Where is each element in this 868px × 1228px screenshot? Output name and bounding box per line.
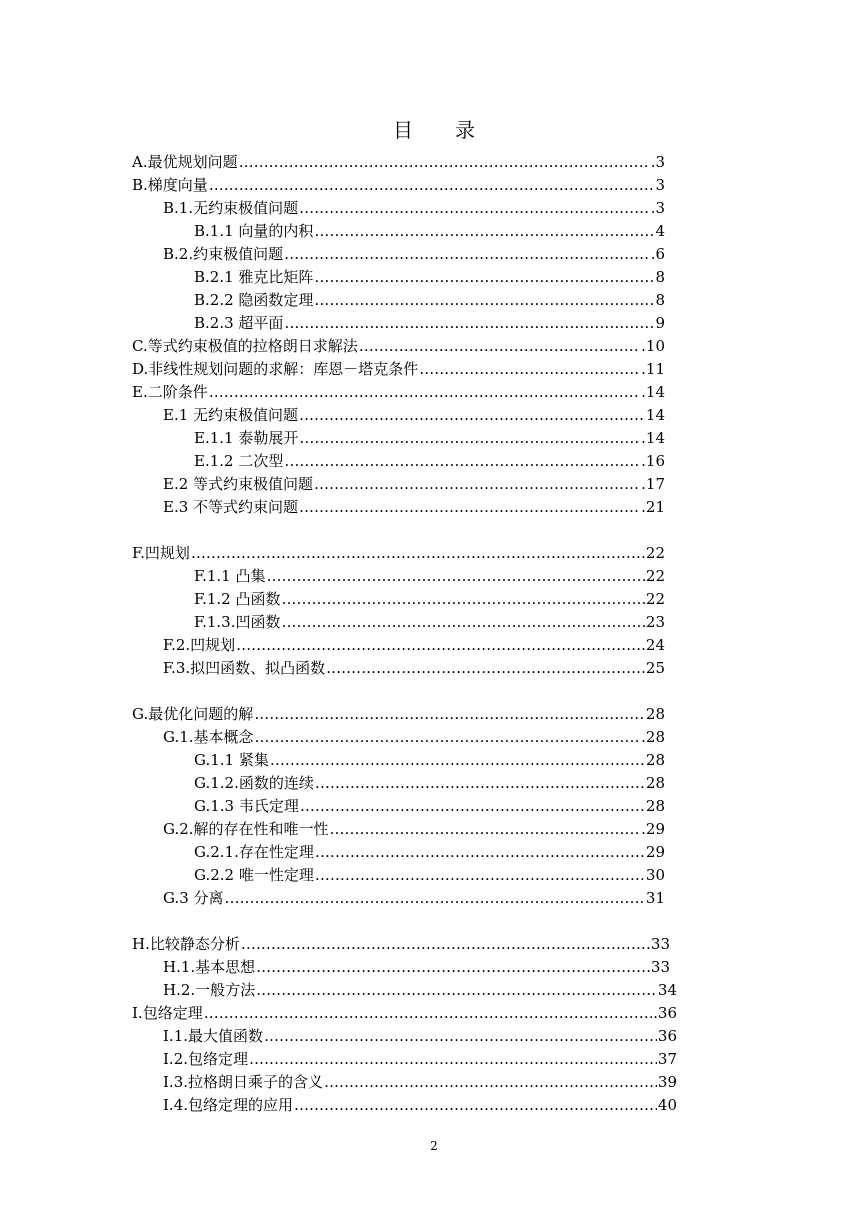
toc-entry-label: H.2.一般方法	[163, 981, 256, 999]
toc-leader	[256, 956, 650, 979]
toc-entry[interactable]	[194, 266, 665, 289]
toc-leader	[236, 634, 640, 657]
toc-leader	[270, 749, 645, 772]
toc-leader	[314, 473, 640, 496]
toc-entry-label: B.2.1 雅克比矩阵	[194, 268, 314, 286]
toc-entry[interactable]	[194, 450, 665, 473]
toc-entry[interactable]	[194, 864, 665, 887]
toc-entry-page: 39	[657, 1073, 677, 1091]
toc-leader	[241, 933, 650, 956]
page-number: 2	[430, 1139, 438, 1153]
toc-entry-label: B.2.约束极值问题	[163, 245, 284, 263]
toc-entry-label: E.1.2 二次型	[194, 452, 284, 470]
toc-leader	[299, 427, 640, 450]
toc-entry[interactable]	[163, 726, 665, 749]
toc-leader	[315, 841, 645, 864]
toc-entry-label: B.1.1 向量的内积	[194, 222, 314, 240]
toc-entry-label: E.1 无约束极值问题	[163, 406, 299, 424]
toc-entry[interactable]	[132, 174, 665, 197]
toc-entry-label: B.2.2 隐函数定理	[194, 291, 314, 309]
toc-entry-page: .25	[641, 659, 665, 677]
toc-entry-label: E.二阶条件	[132, 383, 208, 401]
toc-entry-label: B.2.3 超平面	[194, 314, 284, 332]
toc-entry-label: F.3.拟凹函数、拟凸函数	[163, 659, 326, 677]
toc-entry-label: I.3.拉格朗日乘子的含义	[163, 1073, 324, 1091]
toc-entry-label: B.1.无约束极值问题	[163, 199, 299, 217]
toc-leader	[294, 1094, 657, 1117]
toc-entry-label: I.4.包络定理的应用	[163, 1096, 294, 1114]
toc-entry-label: E.1.1 泰勒展开	[194, 429, 299, 447]
toc-leader	[264, 1025, 657, 1048]
toc-entry-label: G.2.2 唯一性定理	[194, 866, 314, 884]
toc-entry[interactable]	[194, 565, 665, 588]
toc-leader	[299, 404, 645, 427]
toc-entry-label: F.1.1 凸集	[194, 567, 266, 585]
toc-entry-label: F.凹规划	[132, 544, 190, 562]
toc-leader	[249, 1048, 657, 1071]
toc-entry[interactable]	[194, 289, 665, 312]
toc-entry-label: F.1.2 凸函数	[194, 590, 281, 608]
toc-leader	[314, 220, 654, 243]
toc-leader	[254, 703, 645, 726]
toc-entry[interactable]	[132, 381, 665, 404]
toc-leader	[284, 450, 640, 473]
toc-leader	[324, 1071, 657, 1094]
toc-entry-page: 3	[655, 176, 665, 194]
toc-entry-label: G.2.1.存在性定理	[194, 843, 314, 861]
toc-entry-page: 28	[645, 751, 665, 769]
toc-entry[interactable]	[163, 1094, 677, 1117]
toc-entry[interactable]	[163, 197, 665, 220]
toc-leader	[315, 772, 645, 795]
toc-entry[interactable]	[163, 1048, 677, 1071]
toc-entry-page: .36	[653, 1004, 677, 1022]
toc-leader	[315, 864, 645, 887]
toc-entry[interactable]	[163, 887, 665, 910]
toc-entry-page: 9	[655, 314, 665, 332]
toc-entry[interactable]	[132, 358, 665, 381]
toc-leader	[239, 151, 650, 174]
toc-leader	[266, 565, 644, 588]
toc-entry-label: H.比较静态分析	[132, 935, 240, 953]
toc-entry-label: B.梯度向量	[132, 176, 208, 194]
toc-entry-label: F.1.3.凹函数	[194, 613, 281, 631]
toc-entry-label: C.等式约束极值的拉格朗日求解法	[132, 337, 358, 355]
toc-entry-label: I.2.包络定理	[163, 1050, 249, 1068]
toc-entry[interactable]	[163, 634, 665, 657]
toc-entry-page: .14	[641, 429, 665, 447]
toc-entry-label: I.1.最大值函数	[163, 1027, 264, 1045]
toc-entry[interactable]	[194, 749, 665, 772]
toc-entry-label: H.1.基本思想	[163, 958, 256, 976]
toc-entry-page: 37	[657, 1050, 677, 1068]
toc-entry-page: 36	[657, 1027, 677, 1045]
toc-entry-label: E.2 等式约束极值问题	[163, 475, 314, 493]
toc-entry[interactable]	[194, 795, 665, 818]
toc-entry[interactable]	[163, 404, 665, 427]
toc-entry[interactable]	[132, 1002, 677, 1025]
toc-entry-page: 23	[645, 613, 665, 631]
toc-entry-page: .3	[650, 199, 665, 217]
toc-leader	[326, 657, 640, 680]
toc-entry[interactable]	[163, 496, 665, 519]
toc-leader	[225, 887, 645, 910]
toc-entry-page: .24	[641, 636, 665, 654]
toc-entry-label: G.1.2.函数的连续	[194, 774, 314, 792]
toc-leader	[314, 266, 654, 289]
toc-entry[interactable]	[194, 427, 665, 450]
toc-leader	[281, 611, 644, 634]
toc-leader	[314, 289, 654, 312]
toc-leader	[300, 795, 645, 818]
toc-entry[interactable]	[163, 1025, 677, 1048]
toc-entry-page: 28	[645, 797, 665, 815]
toc-entry-page: .11	[641, 360, 665, 378]
toc-entry-label: D.非线性规划问题的求解：库恩－塔克条件	[132, 360, 419, 378]
toc-entry[interactable]	[194, 772, 665, 795]
toc-entry[interactable]	[163, 818, 665, 841]
toc-entry[interactable]	[163, 1071, 677, 1094]
toc-entry-label: E.3 不等式约束问题	[163, 498, 299, 516]
toc-entry-page: .3	[650, 153, 665, 171]
title-char-right: 录	[455, 118, 475, 142]
toc-entry[interactable]	[132, 703, 665, 726]
toc-leader	[256, 979, 657, 1002]
toc-entry[interactable]	[194, 220, 665, 243]
toc-leader	[330, 818, 641, 841]
toc-entry-label: G.1.基本概念	[163, 728, 254, 746]
toc-entry-page: .16	[641, 452, 665, 470]
toc-entry-page: 8	[655, 268, 665, 286]
toc-entry-page: .10	[641, 337, 665, 355]
toc-entry-page: 22	[645, 544, 665, 562]
toc-entry-page: 34	[657, 981, 677, 999]
toc-entry[interactable]	[163, 956, 670, 979]
toc-entry[interactable]	[132, 151, 665, 174]
toc-entry[interactable]	[132, 335, 665, 358]
toc-leader	[299, 197, 650, 220]
toc-entry-page: 4	[655, 222, 665, 240]
toc-entry-page: 14	[645, 406, 665, 424]
toc-entry-page: .17	[641, 475, 665, 493]
toc-leader	[281, 588, 644, 611]
toc-leader	[284, 312, 654, 335]
toc-entry-page: .6	[650, 245, 665, 263]
toc-entry-page: 22	[645, 590, 665, 608]
toc-entry-label: A.最优规划问题	[132, 153, 238, 171]
toc-entry-page: .29	[641, 820, 665, 838]
toc-leader	[284, 243, 650, 266]
toc-entry-page: 8	[655, 291, 665, 309]
toc-entry-page: 28	[645, 774, 665, 792]
toc-entry-label: I.包络定理	[132, 1004, 203, 1022]
toc-leader	[299, 496, 640, 519]
toc-entry-label: G.1.3 韦氏定理	[194, 797, 299, 815]
toc-entry-page: 40	[657, 1096, 677, 1114]
toc-entry[interactable]	[194, 841, 665, 864]
toc-entry-page: .21	[641, 498, 665, 516]
toc-entry[interactable]	[163, 243, 665, 266]
toc-entry-page: 33	[650, 958, 670, 976]
title-char-left: 目	[393, 118, 413, 142]
toc-entry[interactable]	[163, 979, 677, 1002]
toc-entry-label: G.3 分离	[163, 889, 224, 907]
toc-entry-page: 28	[645, 705, 665, 723]
toc-entry[interactable]	[194, 588, 665, 611]
toc-entry-page: 22	[645, 567, 665, 585]
toc-leader	[419, 358, 640, 381]
toc-entry-page: 29	[645, 843, 665, 861]
toc-entry-page: .28	[641, 728, 665, 746]
toc-leader	[209, 174, 655, 197]
toc-leader	[191, 542, 645, 565]
toc-entry-page: 31	[645, 889, 665, 907]
toc-entry[interactable]	[163, 657, 665, 680]
toc-leader	[209, 381, 640, 404]
toc-leader	[255, 726, 641, 749]
toc-entry[interactable]	[132, 542, 665, 565]
toc-entry-page: 30	[645, 866, 665, 884]
toc-entry-label: F.2.凹规划	[163, 636, 236, 654]
toc-entry[interactable]	[194, 611, 665, 634]
toc-entry-page: .14	[641, 383, 665, 401]
toc-leader	[204, 1002, 652, 1025]
toc-entry-label: G.1.1 紧集	[194, 751, 269, 769]
toc-entry-label: G.最优化问题的解	[132, 705, 254, 723]
toc-entry[interactable]	[132, 933, 670, 956]
toc-entry-page: 33	[650, 935, 670, 953]
toc-entry-label: G.2.解的存在性和唯一性	[163, 820, 329, 838]
toc-entry[interactable]	[194, 312, 665, 335]
toc-entry[interactable]	[163, 473, 665, 496]
toc-leader	[359, 335, 640, 358]
